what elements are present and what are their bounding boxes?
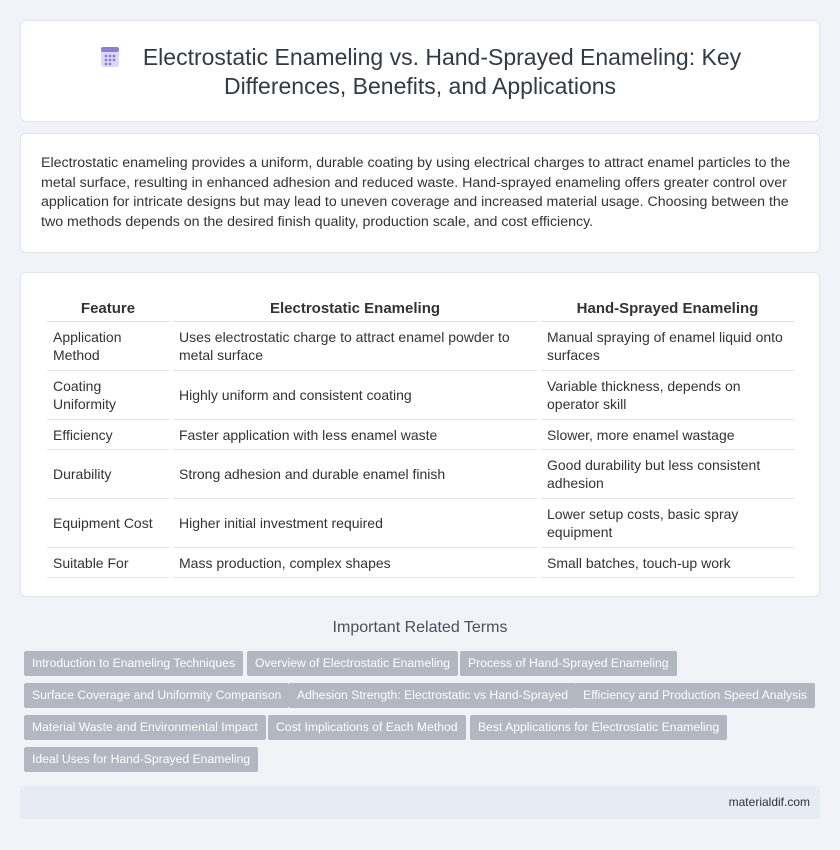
table-cell-hand-sprayed: Small batches, touch-up work (541, 548, 794, 578)
table-row (47, 499, 794, 548)
related-term-tag[interactable]: Ideal Uses for Hand-Sprayed Enameling (24, 747, 258, 772)
table-cell-feature: Application Method (47, 322, 169, 371)
tag-row (24, 715, 824, 747)
related-term-tag[interactable]: Material Waste and Environmental Impact (24, 715, 266, 740)
table-row (47, 322, 794, 371)
table-cell-electrostatic: Uses electrostatic charge to attract enamel powder to metal surface (173, 322, 537, 371)
table-cell-hand-sprayed: Manual spraying of enamel liquid onto surfaces (541, 322, 794, 371)
title-card (20, 20, 820, 122)
table-cell-electrostatic: Highly uniform and consistent coating (173, 371, 537, 420)
table-header-row (47, 297, 794, 322)
page-title-block (21, 43, 819, 101)
table-cell-electrostatic: Faster application with less enamel waste (173, 420, 537, 450)
table-row (47, 450, 794, 499)
tag-row (24, 683, 824, 715)
column-header-feature: Feature (47, 297, 169, 322)
related-terms-list (24, 651, 824, 779)
table-row (47, 371, 794, 420)
footer-bar (20, 786, 820, 819)
table-row (47, 420, 794, 450)
table-cell-feature: Durability (47, 450, 169, 499)
related-term-tag[interactable]: Adhesion Strength: Electrostatic vs Hand-Sprayed (289, 683, 576, 708)
related-term-tag[interactable]: Surface Coverage and Uniformity Comparison (24, 683, 289, 708)
related-term-tag[interactable]: Introduction to Enameling Techniques (24, 651, 243, 676)
tag-row (24, 747, 824, 779)
related-term-tag[interactable]: Overview of Electrostatic Enameling (247, 651, 458, 676)
intro-paragraph: Electrostatic enameling provides a uniform, durable coating by using electrical charges to attract enamel particles to the metal surface, resulting in enhanced adhesion and reduced waste. Hand-sprayed enameling offers greater control over application for intricate designs but may lead to uneven coverage and increased material usage. Choosing between the two methods depends on the desired finish quality, production scale, and cost efficiency. (41, 155, 791, 230)
table-cell-feature: Equipment Cost (47, 499, 169, 548)
related-term-tag[interactable]: Efficiency and Production Speed Analysis (575, 683, 815, 708)
tag-row (24, 651, 824, 683)
table-cell-electrostatic: Strong adhesion and durable enamel finish (173, 450, 537, 499)
table-cell-electrostatic: Mass production, complex shapes (173, 548, 537, 578)
related-term-tag[interactable]: Best Applications for Electrostatic Enameling (470, 715, 727, 740)
related-term-tag[interactable]: Cost Implications of Each Method (268, 715, 466, 740)
table-cell-hand-sprayed: Lower setup costs, basic spray equipment (541, 499, 794, 548)
column-header-electrostatic: Electrostatic Enameling (173, 297, 537, 322)
app-grid-icon (99, 46, 121, 68)
comparison-table (43, 297, 798, 578)
table-cell-hand-sprayed: Variable thickness, depends on operator skill (541, 371, 794, 420)
related-terms-heading: Important Related Terms (332, 619, 508, 636)
intro-card (20, 133, 820, 253)
page-title: Electrostatic Enameling vs. Hand-Sprayed Enameling: Key Differences, Benefits, and Applications (142, 44, 742, 99)
table-cell-feature: Suitable For (47, 548, 169, 578)
table-cell-electrostatic: Higher initial investment required (173, 499, 537, 548)
table-cell-hand-sprayed: Good durability but less consistent adhesion (541, 450, 794, 499)
related-term-tag[interactable]: Process of Hand-Sprayed Enameling (460, 651, 677, 676)
column-header-hand-sprayed: Hand-Sprayed Enameling (541, 297, 794, 322)
table-cell-feature: Coating Uniformity (47, 371, 169, 420)
table-cell-feature: Efficiency (47, 420, 169, 450)
table-cell-hand-sprayed: Slower, more enamel wastage (541, 420, 794, 450)
table-row (47, 548, 794, 578)
footer-site-link[interactable]: materialdif.com (728, 795, 810, 809)
comparison-table-card (20, 272, 820, 597)
